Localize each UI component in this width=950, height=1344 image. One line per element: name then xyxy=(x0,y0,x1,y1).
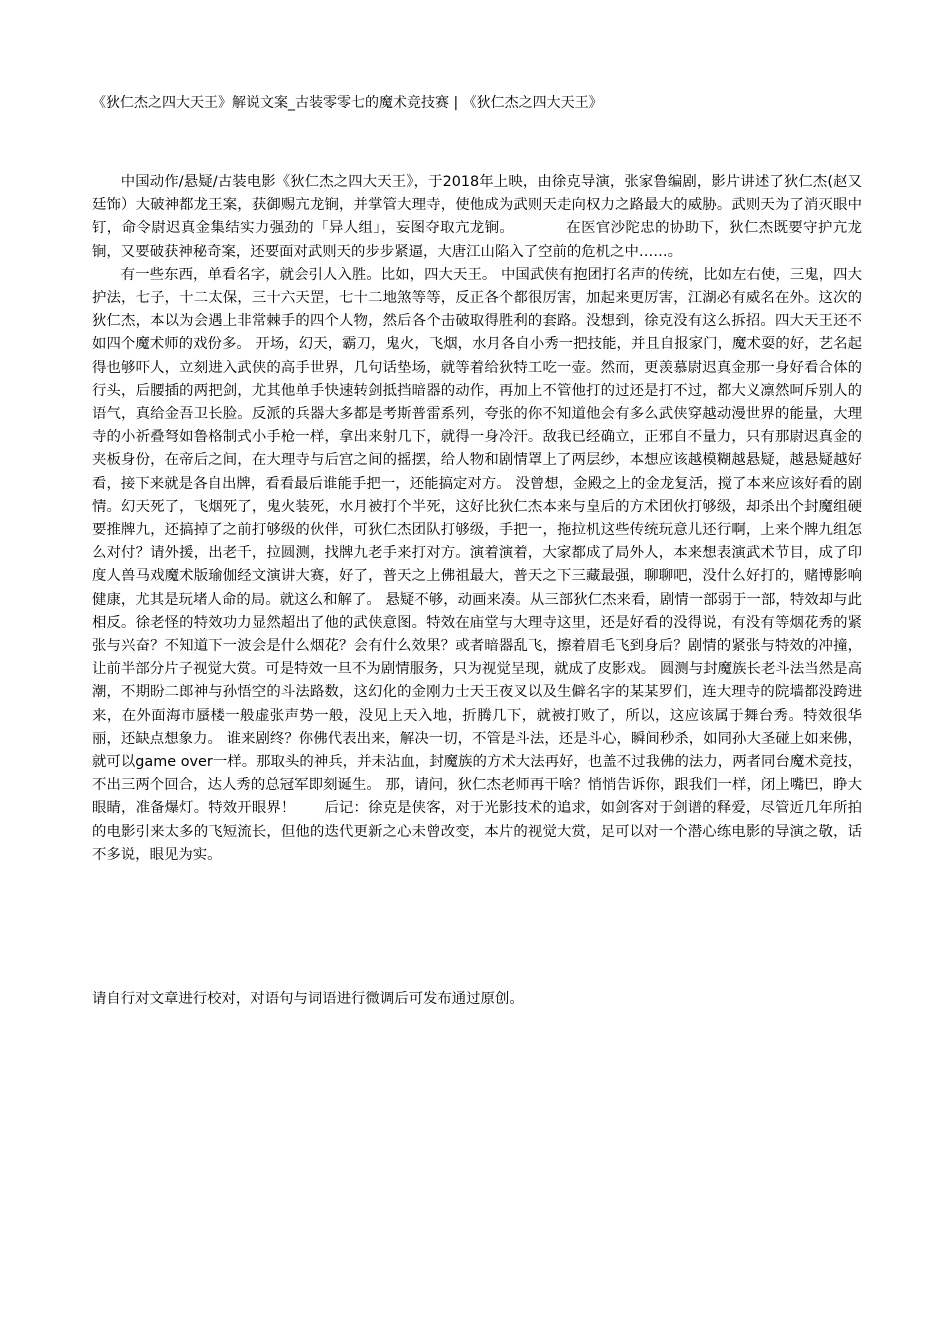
paragraph-review: 有一些东西，单看名字，就会引人入胜。比如，四大天王。 中国武侠有抱团打名声的传统，比如左右使，三鬼，四大护法，七子，十二太保，三十六天罡，七十二地煞等等，反正各个都很厉害，加起来更厉害，江湖必有威名在外。这次的狄仁杰，本以为会遇上非常棘手的四个人物，然后各个击破取得胜利的套路。没想到，徐克没有这么拆招。四大天王还不如四个魔术师的戏份多。 开场，幻天，霸刀，鬼火，飞烟，水月各自小秀一把技能，并且自报家门，魔术耍的好，艺名起得也够吓人，立刻进入武侠的高手世界，几句话垫场，就等着给狄特工吃一壶。然而，更羡慕尉迟真金那一身好看合体的行头，后腰插的两把剑，尤其他单手快速转剑抵挡暗器的动作，再加上不管他打的过还是打不过，都大义凛然呵斥别人的语气，真给金吾卫长脸。反派的兵器大多都是考斯普雷系列，夸张的你不知道他会有多么武侠穿越动漫世界的能量，大理寺的小祈叠弩如鲁格制式小手枪一样，拿出来射几下，就得一身冷汗。敌我已经确立，正邪自不量力，只有那尉迟真金的夹板身份，在帝后之间，在大理寺与后宫之间的摇摆，给人物和剧情罩上了两层纱，本想应该越模糊越悬疑，越悬疑越好看，接下来就是各自出牌，看看最后谁能手把一，还能搞定对方。 没曾想，金殿之上的金龙复活，搅了本来应该好看的剧情。幻天死了，飞烟死了，鬼火装死，水月被打个半死，这好比狄仁杰本来与皇后的方术团伙打够级，却杀出个封魔组硬要推牌九，还搞掉了之前打够级的伙伴，可狄仁杰团队打够级，手把一，拖拉机这些传统玩意儿还行啊，上来个牌九组怎么对付？请外援，出老千，拉圆测，找牌九老手来打对方。演着演着，大家都成了局外人，本来想表演武术节目，成了印度人兽马戏魔术版瑜伽经文演讲大赛，好了，普天之上佛祖最大，普天之下三藏最强，聊聊吧，没什么好打的，赌博影响健康，尤其是玩堵人命的局。就这么和解了。 悬疑不够，动画来凑。从三部狄仁杰来看，剧情一部弱于一部，特效却与此相反。徐老怪的特效功力显然超出了他的武侠意图。特效在庙堂与大理寺这里，还是好看的没得说，有没有等烟花秀的紧张与兴奋？不知道下一波会是什么烟花？会有什么效果？或者暗器乱飞，擦着眉毛飞到身后？剧情的紧张与特效的冲撞，让前半部分片子视觉大赏。可是特效一旦不为剧情服务，只为视觉呈现，就成了皮影戏。 圆测与封魔族长老斗法当然是高潮，不期盼二郎神与孙悟空的斗法路数，这幻化的金刚力士天王夜叉以及生僻名字的某某罗们，连大理寺的院墙都没跨进来，在外面海市蜃楼一般虚张声势一般，没见上天入地，折腾几下，就被打败了，所以，这应该属于舞台秀。特效很华丽，还缺点想象力。 谁来剧终？你佛代表出来，解决一切，不管是斗法，还是斗心，瞬间秒杀，如同孙大圣碰上如来佛，就可以game over一样。那取头的神兵，并未沾血，封魔族的方术大法再好，也盖不过我佛的法力，两者同台魔术竞技，不出三两个回合，达人秀的总冠军即刻诞生。 那，请问，狄仁杰老师再干啥？悄悄告诉你，跟我们一样，闭上嘴巴，睁大眼睛，准备爆灯。特效开眼界！ 后记：徐克是侠客，对于光影技术的追求，如剑客对于剑谱的释爱，尽管近几年所拍的电影引来太多的飞短流长，但他的迭代更新之心未曾改变，本片的视觉大赏，足可以对一个潜心练电影的导演之敬，话不多说，眼见为实。 xyxy=(92,266,862,863)
document-body xyxy=(92,171,862,867)
document-title: 《狄仁杰之四大天王》解说文案_古装零零七的魔术竞技赛 | 《狄仁杰之四大天王》 xyxy=(92,95,603,111)
footer-note: 请自行对文章进行校对，对语句与词语进行微调后可发布通过原创。 xyxy=(92,991,524,1007)
paragraph-intro: 中国动作/悬疑/古装电影《狄仁杰之四大天王》，于2018年上映，由徐克导演，张家鲁编剧，影片讲述了狄仁杰(赵又廷饰）大破神都龙王案，获御赐亢龙锏，并掌管大理寺，使他成为武则天走向权力之路最大的威胁。武则天为了消灭眼中钉，命令尉迟真金集结实力强劲的「异人组」，妄图夺取亢龙锏。 在医官沙陀忠的协助下，狄仁杰既要守护亢龙锏，又要破获神秘奇案，还要面对武则天的步步紧逼，大唐江山陷入了空前的危机之中……。 xyxy=(92,174,862,260)
